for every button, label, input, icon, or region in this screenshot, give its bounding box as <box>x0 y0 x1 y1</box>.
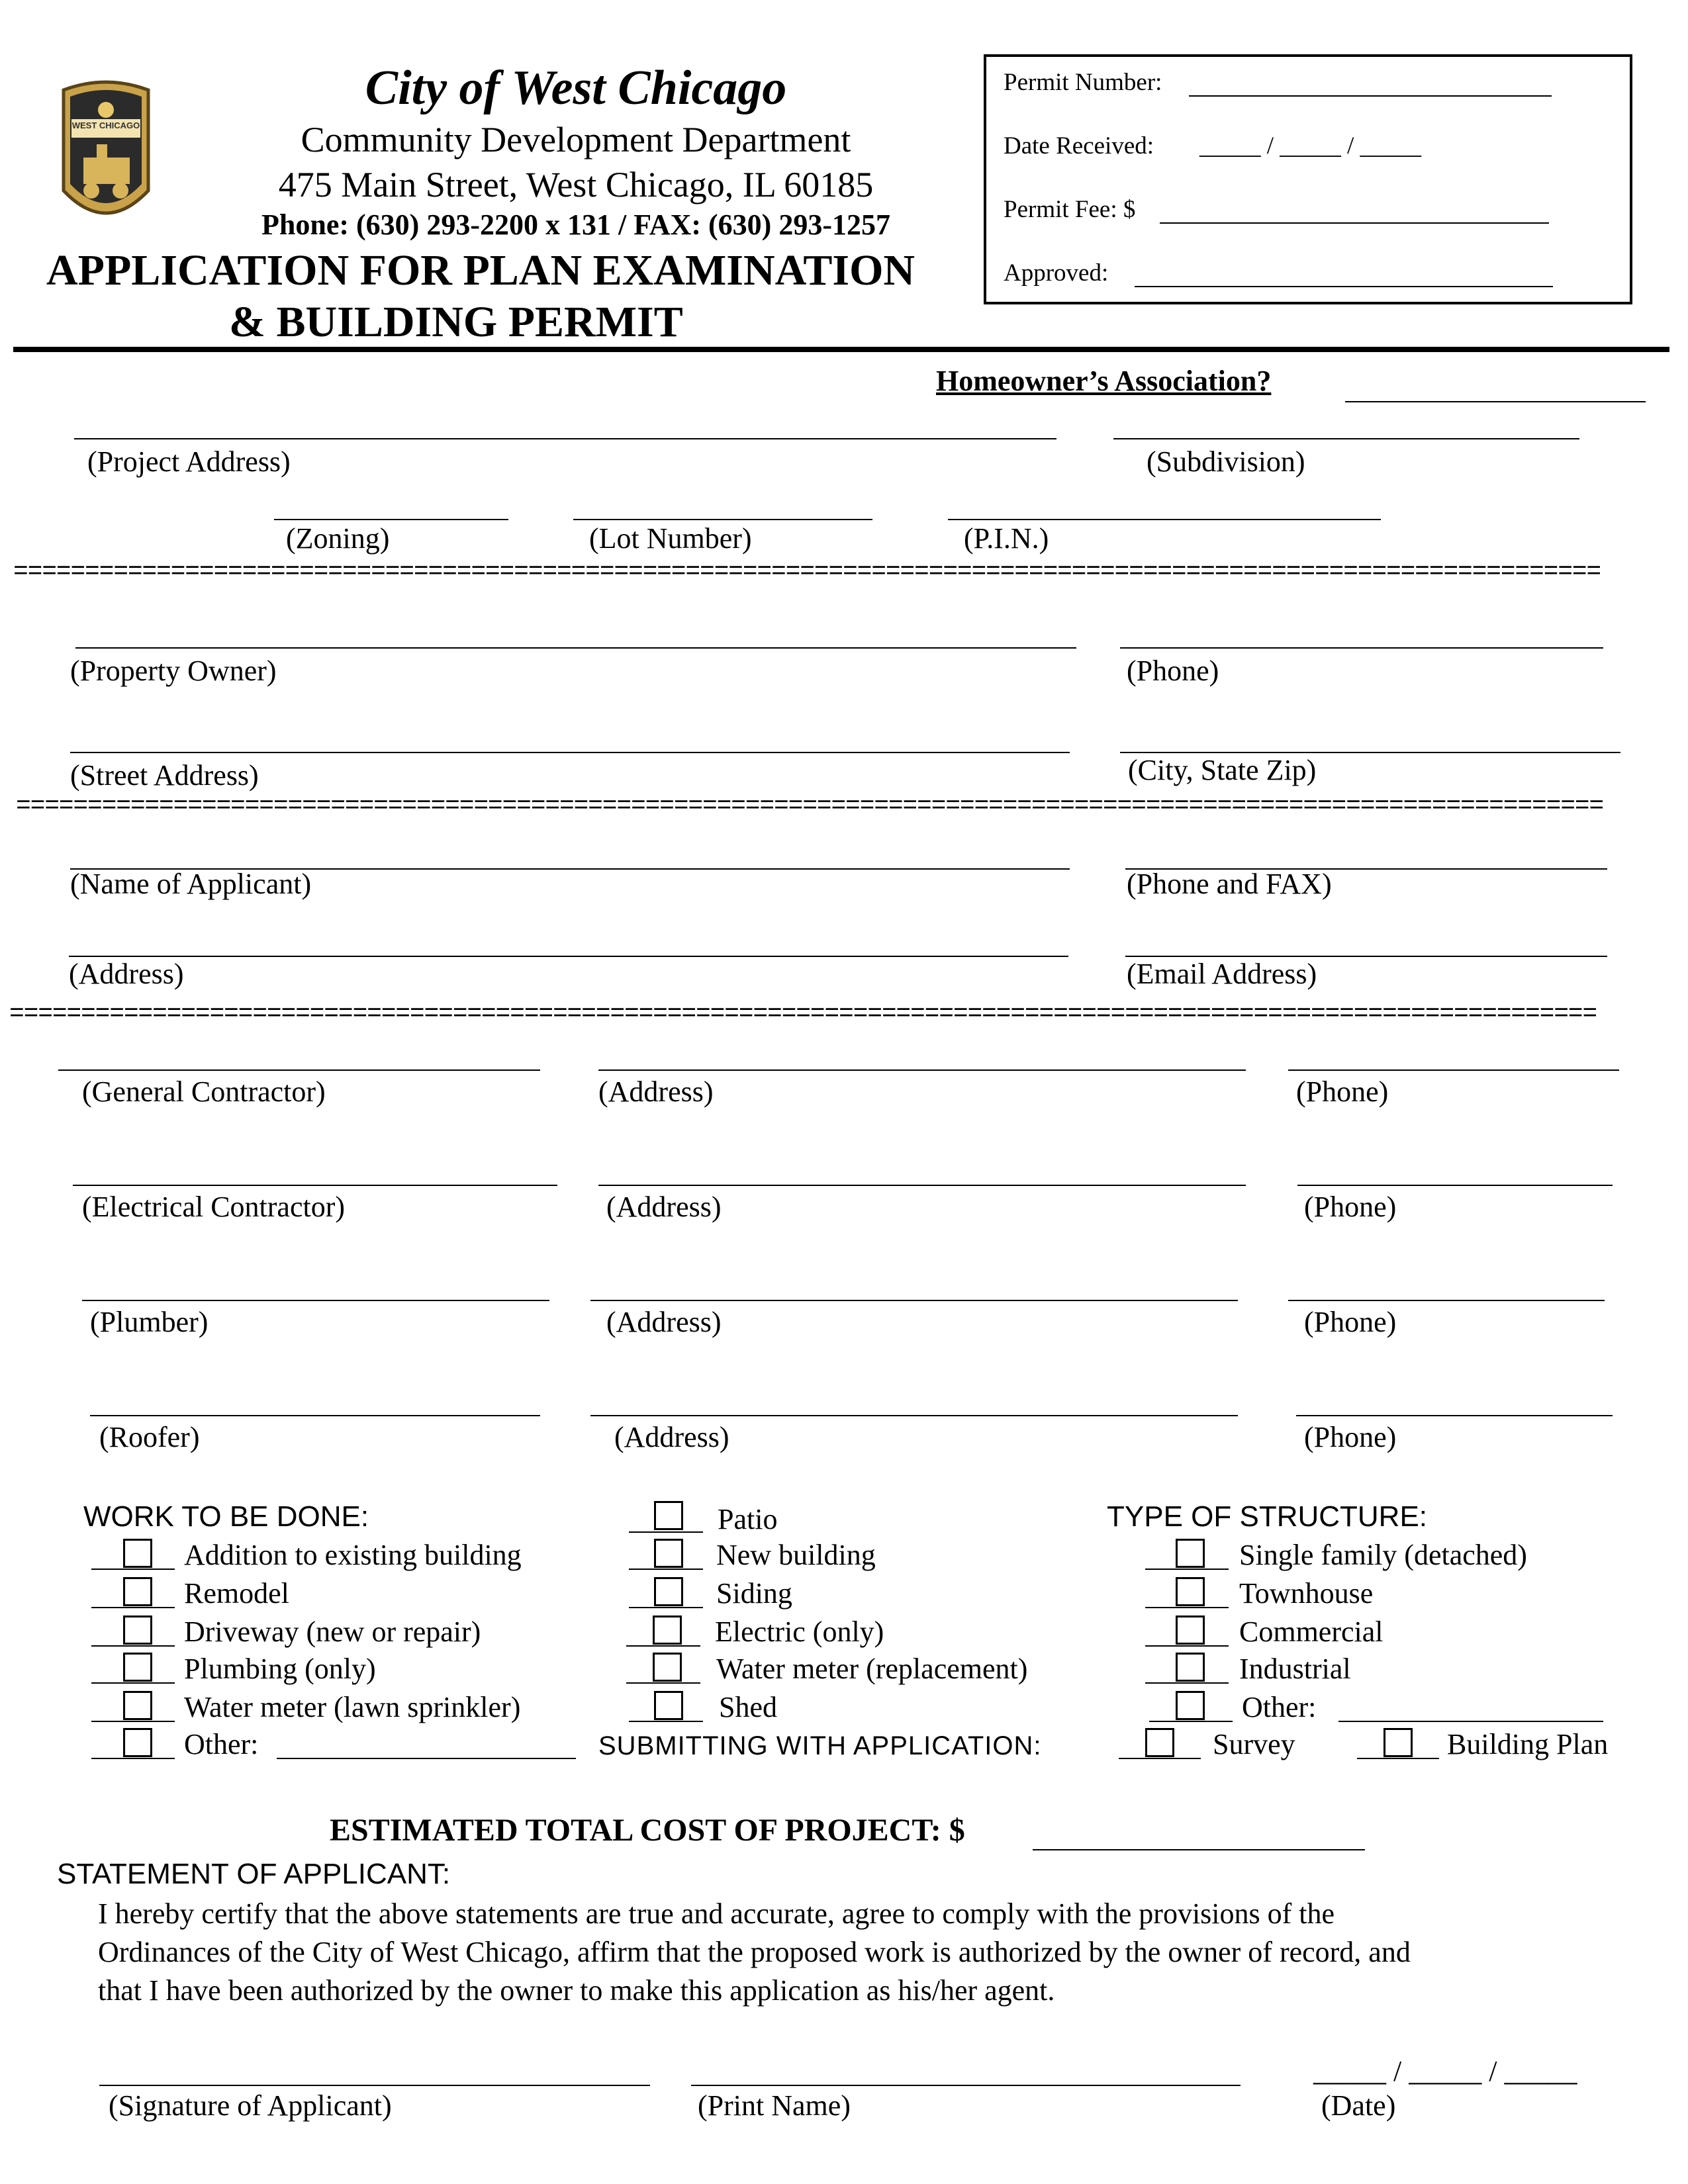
checkbox-shed[interactable] <box>654 1691 683 1720</box>
structure-item-townhouse: Townhouse <box>1239 1577 1374 1610</box>
zoning-field[interactable] <box>274 519 508 520</box>
electrical-contractor-field[interactable] <box>73 1185 557 1186</box>
general-contractor-field[interactable] <box>58 1069 540 1071</box>
structure-other-field[interactable] <box>1338 1721 1603 1722</box>
permit-number-field[interactable] <box>1189 95 1552 97</box>
pin-label: (P.I.N.) <box>964 522 1049 555</box>
electrical-contractor-phone-label: (Phone) <box>1304 1191 1397 1223</box>
section-separator: =============================================================================================================== <box>16 794 1604 819</box>
roofer-label: (Roofer) <box>99 1421 200 1453</box>
project-address-label: (Project Address) <box>87 445 291 478</box>
checkbox-single-family[interactable] <box>1176 1539 1205 1568</box>
submit-item-building-plan: Building Plan <box>1447 1728 1609 1760</box>
city-name: City of West Chicago <box>365 61 787 115</box>
permit-fee-field[interactable] <box>1160 222 1549 224</box>
date-label: (Date) <box>1321 2089 1396 2122</box>
checkbox-survey[interactable] <box>1145 1728 1174 1757</box>
checkbox-siding[interactable] <box>654 1577 683 1606</box>
checkbox-addition[interactable] <box>123 1539 152 1568</box>
structure-item-other: Other: <box>1242 1691 1317 1723</box>
general-contractor-address-label: (Address) <box>598 1075 714 1108</box>
checkbox-industrial[interactable] <box>1176 1653 1205 1682</box>
structure-type-heading: TYPE OF STRUCTURE: <box>1107 1500 1428 1533</box>
work-other-field[interactable] <box>277 1758 576 1759</box>
date-received-label: Date Received: <box>1004 132 1154 159</box>
electrical-contractor-address-label: (Address) <box>606 1191 722 1223</box>
subdivision-label: (Subdivision) <box>1147 445 1305 478</box>
applicant-email-field[interactable] <box>1125 956 1607 957</box>
subdivision-field[interactable] <box>1113 438 1579 439</box>
work-item-water-meter-replacement: Water meter (replacement) <box>716 1653 1028 1685</box>
statement-heading: STATEMENT OF APPLICANT: <box>57 1858 451 1890</box>
general-contractor-label: (General Contractor) <box>82 1075 326 1108</box>
checkbox-driveway[interactable] <box>123 1615 152 1645</box>
general-contractor-phone-field[interactable] <box>1288 1069 1619 1071</box>
structure-item-commercial: Commercial <box>1239 1615 1383 1648</box>
city-state-zip-label: (City, State Zip) <box>1128 754 1317 786</box>
applicant-email-label: (Email Address) <box>1127 958 1317 990</box>
approved-field[interactable] <box>1135 286 1553 287</box>
checkbox-commercial[interactable] <box>1176 1615 1205 1645</box>
statement-text-line2: Ordinances of the City of West Chicago, affirm that the proposed work is authorized by the owner of record, and <box>98 1936 1411 1968</box>
estimated-cost-label: ESTIMATED TOTAL COST OF PROJECT: $ <box>330 1813 965 1848</box>
checkbox-townhouse[interactable] <box>1176 1577 1205 1606</box>
plumber-field[interactable] <box>82 1300 549 1301</box>
signature-label: (Signature of Applicant) <box>109 2089 392 2122</box>
electrical-contractor-label: (Electrical Contractor) <box>82 1191 346 1223</box>
submit-item-survey: Survey <box>1213 1728 1295 1760</box>
roofer-address-label: (Address) <box>614 1421 729 1453</box>
checkbox-new-building[interactable] <box>654 1539 683 1568</box>
work-item-remodel: Remodel <box>184 1577 289 1610</box>
plumber-phone-label: (Phone) <box>1304 1306 1397 1338</box>
owner-phone-label: (Phone) <box>1127 655 1219 687</box>
checkbox-plumbing[interactable] <box>123 1653 152 1682</box>
work-item-other: Other: <box>184 1728 259 1760</box>
hoa-label: Homeowner’s Association? <box>936 365 1272 397</box>
work-item-new-building: New building <box>716 1539 876 1571</box>
statement-text-line3: that I have been authorized by the owner to make this application as his/her agent. <box>98 1974 1055 2007</box>
roofer-address-field[interactable] <box>590 1415 1238 1416</box>
general-contractor-address-field[interactable] <box>598 1069 1246 1071</box>
roofer-field[interactable] <box>90 1415 540 1416</box>
street-address-label: (Street Address) <box>70 759 259 792</box>
electrical-contractor-phone-field[interactable] <box>1297 1185 1613 1186</box>
applicant-address-field[interactable] <box>69 956 1068 957</box>
structure-item-industrial: Industrial <box>1239 1653 1351 1685</box>
plumber-address-label: (Address) <box>606 1306 722 1338</box>
applicant-address-label: (Address) <box>69 958 184 990</box>
statement-text-line1: I hereby certify that the above statements are true and accurate, agree to comply with the provisions of the <box>98 1897 1335 1930</box>
department-name: Community Development Department <box>301 120 851 159</box>
owner-phone-field[interactable] <box>1120 647 1603 649</box>
work-item-plumbing: Plumbing (only) <box>184 1653 376 1685</box>
property-owner-label: (Property Owner) <box>70 655 277 687</box>
date-field[interactable]: _____ / _____ / _____ <box>1313 2055 1577 2087</box>
work-item-water-meter-lawn: Water meter (lawn sprinkler) <box>184 1691 521 1723</box>
work-item-patio: Patio <box>718 1503 778 1535</box>
work-item-driveway: Driveway (new or repair) <box>184 1615 481 1648</box>
submitting-label: SUBMITTING WITH APPLICATION: <box>598 1731 1042 1760</box>
general-contractor-phone-label: (Phone) <box>1296 1075 1389 1108</box>
estimated-cost-field[interactable] <box>1033 1849 1365 1850</box>
hoa-field[interactable] <box>1345 401 1646 402</box>
applicant-phone-fax-label: (Phone and FAX) <box>1127 868 1332 900</box>
print-name-field[interactable] <box>691 2085 1241 2086</box>
city-state-zip-field[interactable] <box>1120 752 1620 753</box>
pin-field[interactable] <box>948 519 1381 520</box>
zoning-label: (Zoning) <box>286 522 390 555</box>
logo-text: WEST CHICAGO <box>71 120 140 130</box>
checkbox-structure-other[interactable] <box>1176 1691 1205 1720</box>
checkbox-work-other[interactable] <box>123 1728 152 1757</box>
date-received-field[interactable]: _____ / _____ / _____ <box>1199 132 1422 159</box>
property-owner-field[interactable] <box>75 647 1076 649</box>
plumber-address-field[interactable] <box>590 1300 1238 1301</box>
work-item-siding: Siding <box>716 1577 792 1610</box>
section-separator: =============================================================================================================== <box>13 560 1601 585</box>
roofer-phone-field[interactable] <box>1296 1415 1613 1416</box>
form-title-line2: & BUILDING PERMIT <box>229 298 683 346</box>
department-address: 475 Main Street, West Chicago, IL 60185 <box>278 165 874 205</box>
form-title-line1: APPLICATION FOR PLAN EXAMINATION <box>46 246 915 295</box>
permit-fee-label: Permit Fee: $ <box>1004 196 1136 223</box>
applicant-name-label: (Name of Applicant) <box>70 868 312 900</box>
work-item-addition: Addition to existing building <box>184 1539 522 1571</box>
street-address-field[interactable] <box>70 752 1070 753</box>
lot-number-label: (Lot Number) <box>589 522 752 555</box>
project-address-field[interactable] <box>74 438 1056 439</box>
approved-label: Approved: <box>1004 259 1109 287</box>
roofer-phone-label: (Phone) <box>1304 1421 1397 1453</box>
department-phone: Phone: (630) 293-2200 x 131 / FAX: (630) 293-1257 <box>261 208 890 241</box>
structure-item-single-family: Single family (detached) <box>1239 1539 1527 1571</box>
permit-number-label: Permit Number: <box>1004 69 1162 96</box>
work-item-electric: Electric (only) <box>715 1615 884 1648</box>
plumber-label: (Plumber) <box>90 1306 209 1338</box>
print-name-label: (Print Name) <box>698 2089 851 2122</box>
checkbox-electric[interactable] <box>653 1615 682 1645</box>
checkbox-patio[interactable] <box>654 1501 683 1530</box>
city-logo <box>57 78 155 230</box>
work-to-be-done-heading: WORK TO BE DONE: <box>83 1500 369 1533</box>
electrical-contractor-address-field[interactable] <box>598 1185 1246 1186</box>
lot-number-field[interactable] <box>573 519 872 520</box>
checkbox-water-meter-lawn[interactable] <box>123 1691 152 1720</box>
section-separator: =============================================================================================================== <box>9 1002 1597 1027</box>
checkbox-water-meter-replacement[interactable] <box>653 1653 682 1682</box>
plumber-phone-field[interactable] <box>1288 1300 1605 1301</box>
work-item-shed: Shed <box>719 1691 777 1723</box>
checkbox-remodel[interactable] <box>123 1577 152 1606</box>
header-rule <box>13 347 1669 352</box>
checkbox-building-plan[interactable] <box>1383 1728 1413 1757</box>
train-seal-icon <box>57 78 155 230</box>
signature-field[interactable] <box>99 2085 650 2086</box>
